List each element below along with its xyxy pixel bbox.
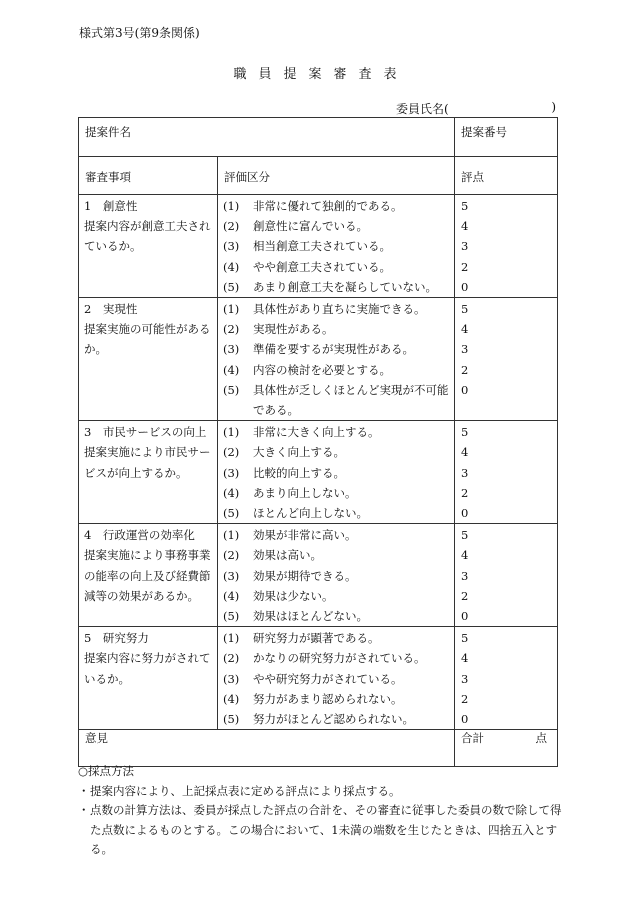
level-item xyxy=(223,422,452,442)
header-evaluation-cell xyxy=(218,157,455,195)
level-number: (2) xyxy=(223,322,240,337)
level-item xyxy=(223,196,452,216)
level-item xyxy=(223,319,452,339)
score-value: 2 xyxy=(461,485,469,500)
score-value: 3 xyxy=(461,671,469,686)
level-number: (4) xyxy=(223,362,240,377)
level-text: 準備を要するが実現性がある。 xyxy=(253,342,414,357)
proposal-name-cell xyxy=(79,118,455,157)
criterion-row xyxy=(79,195,558,298)
level-number: (5) xyxy=(223,382,240,397)
total-label: 合計 xyxy=(461,731,484,746)
proposal-name-label: 提案件名 xyxy=(85,125,131,139)
level-number: (2) xyxy=(223,651,240,666)
proposal-number-cell xyxy=(455,118,558,157)
score-value: 2 xyxy=(461,362,469,377)
level-number: (5) xyxy=(223,506,240,521)
scoring-method xyxy=(78,762,568,860)
level-item xyxy=(223,257,452,277)
score-value: 3 xyxy=(461,239,469,254)
level-number: (1) xyxy=(223,631,240,646)
level-item xyxy=(223,236,452,256)
level-text: 努力がほとんど認められない。 xyxy=(253,712,414,727)
level-item xyxy=(223,586,452,606)
level-text: やや創意工夫されている。 xyxy=(253,259,391,274)
level-number: (5) xyxy=(223,279,240,294)
score-value: 4 xyxy=(461,322,469,337)
member-name-label: 委員氏名( xyxy=(396,102,449,116)
level-item xyxy=(223,360,452,380)
criterion-row xyxy=(79,627,558,730)
scoring-method-item xyxy=(78,782,568,802)
criterion-title: 3 市民サービスの向上 xyxy=(84,425,207,440)
level-item xyxy=(223,299,452,319)
level-item xyxy=(223,463,452,483)
total-box xyxy=(455,730,557,746)
header-score-cell xyxy=(455,157,558,195)
level-item xyxy=(223,525,452,545)
level-item xyxy=(223,442,452,462)
level-item xyxy=(223,566,452,586)
header-score: 評点 xyxy=(461,170,484,184)
header-evaluation: 評価区分 xyxy=(224,170,270,184)
level-text: 効果が非常に高い。 xyxy=(253,528,357,543)
header-criteria: 審査事項 xyxy=(85,170,131,184)
level-text: 具体性があり直ちに実施できる。 xyxy=(253,302,426,317)
review-table xyxy=(78,117,558,767)
evaluation-cell xyxy=(218,195,455,298)
criterion-title: 2 実現性 xyxy=(84,302,138,317)
score-value: 3 xyxy=(461,342,469,357)
score-value: 5 xyxy=(461,528,469,543)
criterion-description: 提案内容に努力がされているか。 xyxy=(84,651,211,686)
score-value: 4 xyxy=(461,548,469,563)
document-title: 職員提案審査表 xyxy=(233,67,409,82)
member-name-line xyxy=(396,100,556,117)
member-name-close: ) xyxy=(551,100,556,114)
level-item xyxy=(223,380,452,420)
scoring-method-text: 提案内容により、上記採点表に定める評点により採点する。 xyxy=(90,783,401,798)
level-number: (4) xyxy=(223,259,240,274)
level-text: あまり創意工夫を凝らしていない。 xyxy=(253,279,437,294)
level-number: (1) xyxy=(223,199,240,213)
level-number: (4) xyxy=(223,588,240,603)
criterion-cell xyxy=(79,195,218,298)
score-cell xyxy=(455,195,558,298)
level-item xyxy=(223,339,452,359)
level-number: (2) xyxy=(223,548,240,563)
criterion-row xyxy=(79,524,558,627)
level-text: 比較的向上する。 xyxy=(253,465,345,480)
level-number: (5) xyxy=(223,609,240,624)
level-text: 相当創意工夫されている。 xyxy=(253,239,391,254)
level-item xyxy=(223,277,452,297)
level-number: (1) xyxy=(223,425,240,440)
level-number: (1) xyxy=(223,302,240,317)
level-text: 具体性が乏しくほとんど実現が不可能である。 xyxy=(253,382,449,418)
table-header-row xyxy=(79,157,558,195)
score-value: 2 xyxy=(461,691,469,706)
criterion-cell xyxy=(79,524,218,627)
score-cell xyxy=(455,421,558,524)
level-number: (2) xyxy=(223,219,240,234)
level-text: ほとんど向上しない。 xyxy=(253,506,368,521)
scoring-method-item xyxy=(78,801,568,860)
level-number: (3) xyxy=(223,671,240,686)
criterion-cell xyxy=(79,627,218,730)
criterion-description: 提案実施により事務事業の能率の向上及び経費節減等の効果があるか。 xyxy=(84,548,211,603)
total-unit: 点 xyxy=(535,731,547,746)
level-number: (3) xyxy=(223,465,240,480)
criterion-row xyxy=(79,298,558,421)
criterion-title: 4 行政運営の効率化 xyxy=(84,528,195,543)
criterion-cell xyxy=(79,298,218,421)
form-number: 様式第3号(第9条関係) xyxy=(79,26,200,40)
level-number: (4) xyxy=(223,485,240,500)
score-value: 4 xyxy=(461,219,469,234)
level-item xyxy=(223,545,452,565)
score-value: 3 xyxy=(461,568,469,583)
level-number: (2) xyxy=(223,445,240,460)
score-value: 0 xyxy=(461,712,469,727)
level-item xyxy=(223,709,452,729)
level-item xyxy=(223,483,452,503)
score-value: 5 xyxy=(461,199,469,213)
score-cell xyxy=(455,298,558,421)
score-value: 5 xyxy=(461,302,469,317)
score-value: 5 xyxy=(461,425,469,440)
scoring-method-heading: ○採点方法 xyxy=(78,764,135,778)
score-cell xyxy=(455,627,558,730)
level-text: 内容の検討を必要とする。 xyxy=(253,362,391,377)
level-item xyxy=(223,648,452,668)
proposal-title-row xyxy=(79,118,558,157)
scoring-method-text: 点数の計算方法は、委員が採点した評点の合計を、その審査に従事した委員の数で除して得た点数によるものとする。この場合において、1未満の端数を生じたときは、四捨五入とする。 xyxy=(90,803,562,856)
level-number: (3) xyxy=(223,568,240,583)
level-text: 努力があまり認められない。 xyxy=(253,691,403,706)
proposal-number-label: 提案番号 xyxy=(461,125,507,139)
level-text: やや研究努力がされている。 xyxy=(253,671,403,686)
criterion-description: 提案内容が創意工夫されているか。 xyxy=(84,219,211,254)
criterion-title: 5 研究努力 xyxy=(84,631,149,646)
score-value: 0 xyxy=(461,609,469,624)
criterion-row xyxy=(79,421,558,524)
level-text: 非常に優れて独創的である。 xyxy=(253,199,403,213)
score-value: 4 xyxy=(461,651,469,666)
score-value: 2 xyxy=(461,259,469,274)
level-item xyxy=(223,689,452,709)
level-item xyxy=(223,216,452,236)
level-number: (3) xyxy=(223,342,240,357)
evaluation-cell xyxy=(218,524,455,627)
level-text: 実現性がある。 xyxy=(253,322,334,337)
criterion-description: 提案実施により市民サービスが向上するか。 xyxy=(84,445,211,480)
score-value: 0 xyxy=(461,506,469,521)
level-text: 大きく向上する。 xyxy=(253,445,345,460)
score-value: 0 xyxy=(461,382,469,397)
bullet-mark: ・ xyxy=(78,783,90,798)
level-number: (4) xyxy=(223,691,240,706)
evaluation-cell xyxy=(218,298,455,421)
score-value: 0 xyxy=(461,279,469,294)
level-number: (3) xyxy=(223,239,240,254)
level-text: 創意性に富んでいる。 xyxy=(253,219,368,234)
evaluation-cell xyxy=(218,421,455,524)
level-item xyxy=(223,628,452,648)
level-text: 研究努力が顕著である。 xyxy=(253,631,380,646)
header-criteria-cell xyxy=(79,157,218,195)
score-value: 3 xyxy=(461,465,469,480)
score-value: 4 xyxy=(461,445,469,460)
level-item xyxy=(223,606,452,626)
level-number: (5) xyxy=(223,712,240,727)
level-item xyxy=(223,669,452,689)
evaluation-cell xyxy=(218,627,455,730)
level-text: 効果は高い。 xyxy=(253,548,322,563)
score-value: 5 xyxy=(461,631,469,646)
score-value: 2 xyxy=(461,588,469,603)
bullet-mark: ・ xyxy=(78,803,90,817)
level-number: (1) xyxy=(223,528,240,543)
opinion-label: 意見 xyxy=(85,731,108,746)
level-text: かなりの研究努力がされている。 xyxy=(253,651,426,666)
score-cell xyxy=(455,524,558,627)
level-text: 非常に大きく向上する。 xyxy=(253,425,380,440)
criterion-title: 1 創意性 xyxy=(84,199,138,213)
level-text: あまり向上しない。 xyxy=(253,485,357,500)
level-text: 効果はほとんどない。 xyxy=(253,609,368,624)
criterion-description: 提案実施の可能性があるか。 xyxy=(84,322,211,357)
level-item xyxy=(223,503,452,523)
criterion-cell xyxy=(79,421,218,524)
level-text: 効果が期待できる。 xyxy=(253,568,357,583)
level-text: 効果は少ない。 xyxy=(253,588,334,603)
